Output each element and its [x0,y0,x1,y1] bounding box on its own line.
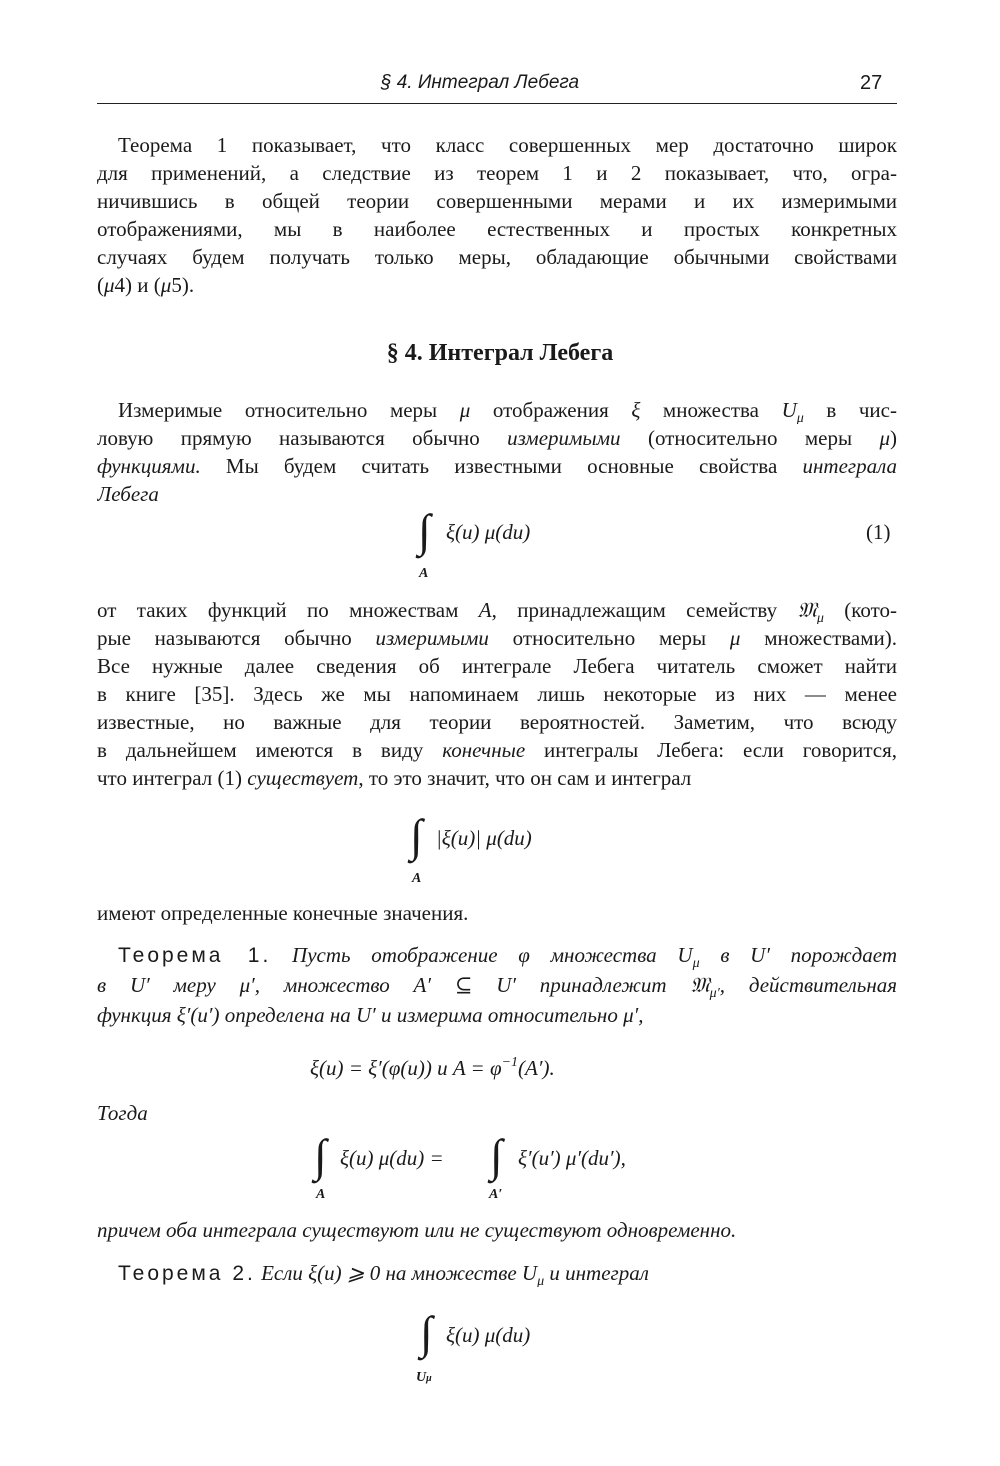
text-line [97,480,897,508]
paragraph-3 [97,596,897,792]
theorem-1 [97,940,897,1030]
header-rule [97,103,897,104]
text-line [97,1000,897,1030]
formula-left: ξ(u) = ξ′(φ(u)) и A = φ [310,1056,502,1080]
text-run: в дальнейшем имеются в виду [97,738,443,762]
text-run: μ [729,626,741,650]
text-line [97,899,897,927]
integral-lower-limit: A [412,871,422,886]
text-line [97,1216,897,1244]
formula-3 [310,1056,555,1081]
equation-number: (1) [866,520,891,544]
section-heading: § 4. Интеграл Лебега [386,340,614,366]
formula-body-left: ξ(u) μ(du) = [340,1146,444,1170]
text-run: μ [104,273,115,297]
text-run: что интеграл (1) [97,766,248,790]
text-run: 𝔐 [797,598,817,622]
formula-body: ξ(u) μ(du) [446,1323,531,1347]
text-run: (кото- [823,598,897,622]
text-line [97,396,897,424]
integral-sign: ∫ [418,505,431,556]
integral-sign: ∫ [314,1130,327,1181]
text-run: ничившись в общей теории совершенными мерами и их измеримыми [97,189,897,213]
text-run: Измеримые относительно меры [118,398,460,422]
theorem-1-conclusion [97,1216,897,1244]
text-run: Все нужные далее сведения об интеграле Лебега читатель сможет найти [97,654,897,678]
page-number: 27 [860,72,883,94]
theorem-2 [97,1259,897,1287]
text-run: 4) и ( [114,273,161,297]
text-run: для применений, а следствие из теорем 1 и 2 показывает, что, огра- [97,161,897,185]
text-run: интеграла [802,454,897,478]
text-line [97,708,897,736]
text-run: измеримыми [375,626,489,650]
integral-sign: ∫ [490,1130,503,1181]
text-run: Тогда [97,1101,148,1125]
paragraph-4 [97,899,897,927]
text-run: ξ [631,398,641,422]
subscript: μ [537,1274,545,1287]
integral-lower-limit: A [316,1187,326,1202]
paragraph-1 [97,131,897,299]
text-run: множества [640,398,782,422]
text-line [97,243,897,271]
text-line [97,596,897,624]
integral-sign: ∫ [410,810,423,861]
text-run: Мы будем считать известными основные свойства [200,454,803,478]
subscript: μ [796,411,804,424]
text-run: ловую прямую называются обычно [97,426,508,450]
integral-lower-limit [416,1370,432,1386]
text-run: в чис- [803,398,897,422]
text-run: μ [879,426,890,450]
text-run: имеют определенные конечные значения. [97,901,469,925]
text-line [97,736,897,764]
text-line [97,187,897,215]
text-line [97,940,897,970]
text-run: множествами). [740,626,897,650]
text-run: измеримыми [507,426,621,450]
text-line [97,271,897,299]
text-run: существует [247,766,359,790]
text-line [97,624,897,652]
text-run: функциями. [97,454,201,478]
text-run: , действительная [719,973,897,997]
text-run: рые называются обычно [97,626,376,650]
limit-subscript: μ [426,1373,432,1384]
text-run: от таких функций по множествам [97,598,479,622]
formula-body-right: ξ′(u′) μ′(du′), [518,1146,626,1170]
formula-right: (A′). [518,1056,555,1080]
text-run: A [478,598,492,622]
formula-superscript: −1 [501,1055,519,1070]
text-run: ) [890,426,897,450]
text-run: в книге [35]. Здесь же мы напоминаем лишь некоторые из них — менее [97,682,897,706]
text-line [97,1099,897,1127]
text-run: μ [459,398,471,422]
text-run: отображения [470,398,632,422]
text-line [97,1259,897,1287]
text-run: функция ξ′(u′) определена на U′ и измерима относительно μ′, [97,1003,644,1027]
text-line [97,970,897,1000]
text-run: 5). [171,273,195,297]
text-run: причем оба интеграла существуют или не существуют одновременно. [97,1218,737,1242]
text-line [97,159,897,187]
text-line [97,764,897,792]
text-run: Теорема 1. [118,944,272,967]
subscript: μ [692,956,700,970]
formula-body: |ξ(u)| μ(du) [436,826,532,850]
text-run: конечные [442,738,526,762]
text-run: Пусть отображение φ множества U [271,943,693,967]
paragraph-2 [97,396,897,508]
text-run: Теорема 1 показывает, что класс совершенных мер достаточно широк [118,133,897,157]
text-line [97,452,897,480]
text-run: известные, но важные для теории вероятностей. Заметим, что всюду [97,710,897,734]
text-run: случаях будем получать только меры, обладающие обычными свойствами [97,245,897,269]
text-line [97,680,897,708]
text-run: в U′ меру μ′, множество A′ ⊆ U′ принадлежит 𝔐 [97,973,710,997]
text-run: относительно меры [488,626,730,650]
text-run: , принадлежащим семейству [491,598,798,622]
subscript: μ′ [709,986,720,1000]
text-run: U [781,398,797,422]
text-run: в U′ порождает [699,943,897,967]
text-run: (относительно меры [620,426,880,450]
text-line [97,652,897,680]
text-run: и интеграл [544,1261,649,1285]
text-run: отображениями, мы в наиболее естественных и простых конкретных [97,217,897,241]
text-run: интегралы Лебега: если говорится, [525,738,897,762]
text-run: Теорема 2. [118,1262,256,1285]
text-run: Если ξ(u) ⩾ 0 на множестве U [255,1261,538,1285]
text-run: μ [160,273,172,297]
text-run: , то это значит, что он сам и интеграл [358,766,692,790]
integral-lower-limit: A′ [489,1187,503,1202]
then-label [97,1099,897,1127]
text-line [97,215,897,243]
integral-lower-limit: A [419,566,429,581]
formula-body: ξ(u) μ(du) [446,520,531,544]
text-run: ( [97,273,104,297]
integral-sign: ∫ [420,1307,433,1358]
text-run: Лебега [97,482,159,506]
running-header-title: § 4. Интеграл Лебега [380,72,580,93]
text-line [97,424,897,452]
text-line [97,131,897,159]
subscript: μ [816,611,824,624]
limit-base: U [416,1370,427,1385]
